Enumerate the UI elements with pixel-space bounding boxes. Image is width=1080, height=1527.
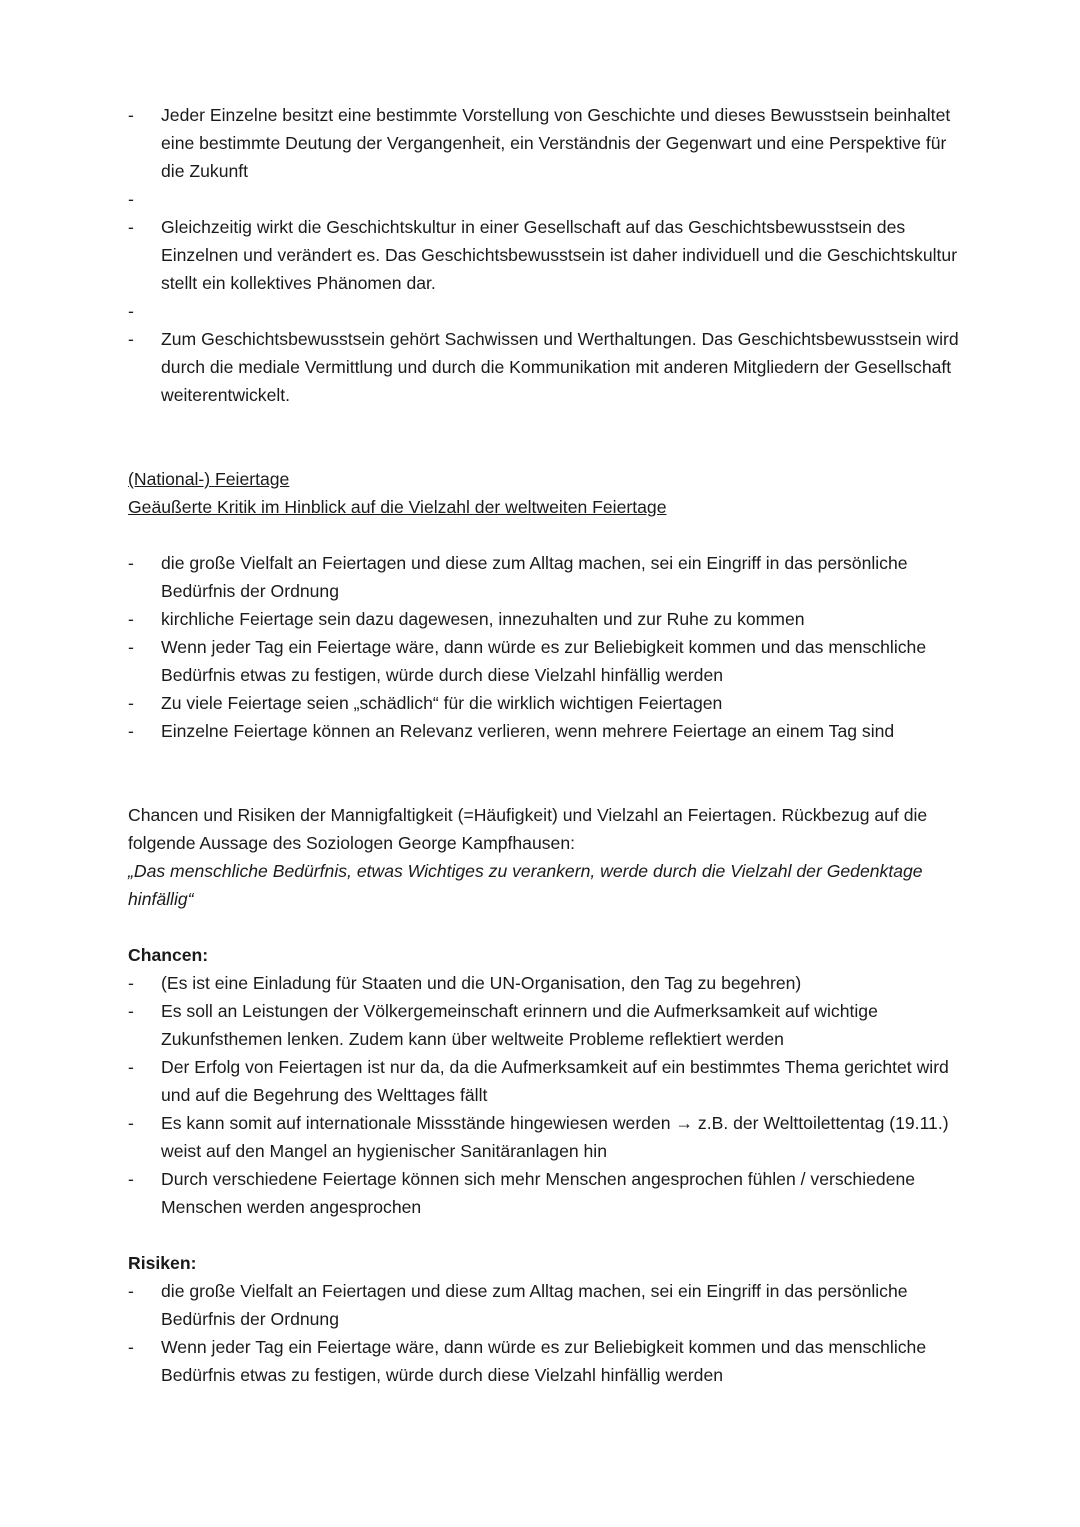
chancen-label: Chancen: (128, 945, 209, 965)
spacer (128, 185, 963, 213)
spacer (128, 297, 963, 325)
risiken-list (128, 1277, 963, 1389)
risiken-label: Risiken: (128, 1253, 197, 1273)
list-item: - Durch verschiedene Feiertage können sich mehr Menschen angesprochen fühlen / verschiedene Menschen werden angesprochen (128, 1165, 963, 1221)
kritik-list (128, 549, 963, 745)
list-item: - (Es ist eine Einladung für Staaten und die UN-Organisation, den Tag zu begehren) (128, 969, 963, 997)
spacer (128, 913, 963, 941)
spacer (128, 409, 963, 465)
intro-list (128, 101, 963, 409)
list-item: - die große Vielfalt an Feiertagen und diese zum Alltag machen, sei ein Eingriff in das persönliche Bedürfnis der Ordnung (128, 1277, 963, 1333)
spacer (128, 521, 963, 549)
list-item: - Wenn jeder Tag ein Feiertage wäre, dann würde es zur Beliebigkeit kommen und das menschliche Bedürfnis etwas zu festigen, würde durch diese Vielzahl hinfällig werden (128, 1333, 963, 1389)
spacer (128, 745, 963, 801)
list-item: - Gleichzeitig wirkt die Geschichtskultur in einer Gesellschaft auf das Geschichtsbewusstsein des Einzelnen und verändert es. Das Geschichtsbewusstsein ist daher individuell und die Geschichtskultur stellt ein kollektives Phänomen dar. (128, 213, 963, 297)
list-item: - Jeder Einzelne besitzt eine bestimmte Vorstellung von Geschichte und dieses Bewusstsein beinhaltet eine bestimmte Deutung der Vergangenheit, ein Verständnis der Gegenwart und eine Perspektive für die Zukunft (128, 101, 963, 185)
quote: „Das menschliche Bedürfnis, etwas Wichtiges zu verankern, werde durch die Vielzahl der Gedenktage hinfällig“ (128, 861, 923, 909)
section-heading: (National-) Feiertage (128, 469, 290, 489)
chancen-list (128, 969, 963, 1221)
list-item: - Zum Geschichtsbewusstsein gehört Sachwissen und Werthaltungen. Das Geschichtsbewusstsein wird durch die mediale Vermittlung und durch die Kommunikation mit anderen Mitgliedern der Gesellschaft weiterentwickelt. (128, 325, 963, 409)
document-page (128, 101, 963, 1389)
list-item: - kirchliche Feiertage sein dazu dagewesen, innezuhalten und zur Ruhe zu kommen (128, 605, 963, 633)
section-subheading: Geäußerte Kritik im Hinblick auf die Vielzahl der weltweiten Feiertage (128, 497, 667, 517)
list-item: - Einzelne Feiertage können an Relevanz verlieren, wenn mehrere Feiertage an einem Tag sind (128, 717, 963, 745)
list-item: - Es kann somit auf internationale Missstände hingewiesen werden → z.B. der Welttoilettentag (19.11.) weist auf den Mangel an hygienischer Sanitäranlagen hin (128, 1109, 963, 1165)
list-item: - Zu viele Feiertage seien „schädlich“ für die wirklich wichtigen Feiertagen (128, 689, 963, 717)
list-item: - Der Erfolg von Feiertagen ist nur da, da die Aufmerksamkeit auf ein bestimmtes Thema gerichtet wird und auf die Begehrung des Welttages fällt (128, 1053, 963, 1109)
spacer (128, 1221, 963, 1249)
list-item: - Es soll an Leistungen der Völkergemeinschaft erinnern und die Aufmerksamkeit auf wichtige Zukunfsthemen lenken. Zudem kann über weltweite Probleme reflektiert werden (128, 997, 963, 1053)
chancen-risiken-intro: Chancen und Risiken der Mannigfaltigkeit (=Häufigkeit) und Vielzahl an Feiertagen. Rückbezug auf die folgende Aussage des Soziologen George Kampfhausen: (128, 805, 928, 853)
list-item: - Wenn jeder Tag ein Feiertage wäre, dann würde es zur Beliebigkeit kommen und das menschliche Bedürfnis etwas zu festigen, würde durch diese Vielzahl hinfällig werden (128, 633, 963, 689)
list-item: - die große Vielfalt an Feiertagen und diese zum Alltag machen, sei ein Eingriff in das persönliche Bedürfnis der Ordnung (128, 549, 963, 605)
